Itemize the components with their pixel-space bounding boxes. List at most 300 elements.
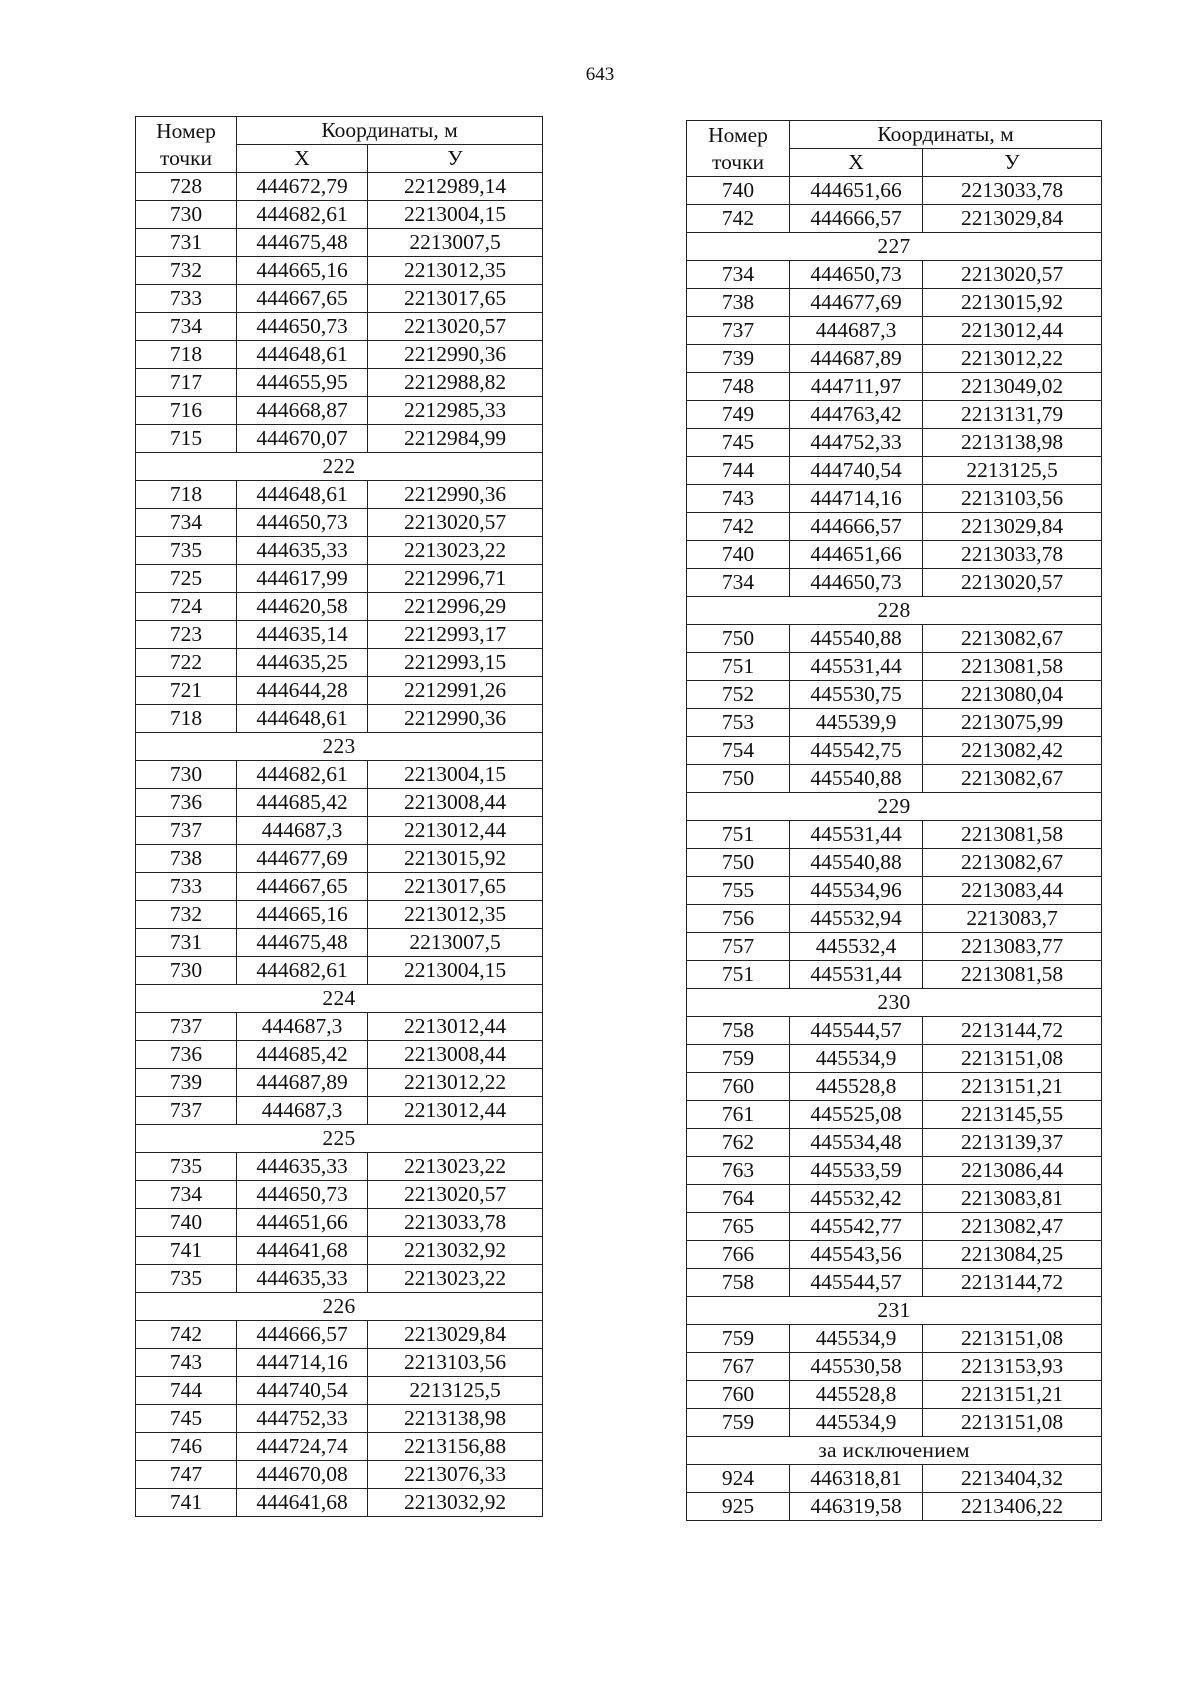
table-row [136, 817, 543, 845]
point-number-cell: 735 [136, 1153, 237, 1181]
point-number-cell: 739 [687, 345, 790, 373]
point-number-cell: 925 [687, 1493, 790, 1521]
point-number-cell: 767 [687, 1353, 790, 1381]
y-coordinate-cell: 2213015,92 [923, 289, 1102, 317]
x-coordinate-cell: 444620,58 [237, 593, 368, 621]
x-coordinate-cell: 444641,68 [237, 1237, 368, 1265]
x-coordinate-cell: 445528,8 [790, 1381, 923, 1409]
x-coordinate-cell: 444711,97 [790, 373, 923, 401]
table-row [687, 429, 1102, 457]
table-row [687, 1409, 1102, 1437]
table-row [136, 1433, 543, 1461]
x-coordinate-cell: 444650,73 [790, 261, 923, 289]
y-coordinate-cell: 2213138,98 [368, 1405, 543, 1433]
point-number-cell: 742 [136, 1321, 237, 1349]
group-row [687, 233, 1102, 261]
x-coordinate-cell: 444675,48 [237, 929, 368, 957]
x-coordinate-cell: 444677,69 [790, 289, 923, 317]
table-row [136, 1461, 543, 1489]
x-coordinate-cell: 444651,66 [237, 1209, 368, 1237]
y-coordinate-cell: 2212989,14 [368, 173, 543, 201]
point-number-cell: 741 [136, 1237, 237, 1265]
point-number-cell: 734 [687, 569, 790, 597]
y-coordinate-cell: 2213080,04 [923, 681, 1102, 709]
x-coordinate-cell: 445528,8 [790, 1073, 923, 1101]
point-number-cell: 766 [687, 1241, 790, 1269]
table-row [687, 457, 1102, 485]
point-number-cell: 740 [687, 541, 790, 569]
x-coordinate-cell: 444650,73 [790, 569, 923, 597]
group-label: за исключением [687, 1437, 1102, 1465]
x-coordinate-cell: 445539,9 [790, 709, 923, 737]
y-coordinate-cell: 2213103,56 [923, 485, 1102, 513]
y-coordinate-cell: 2213082,67 [923, 765, 1102, 793]
x-coordinate-cell: 444641,68 [237, 1489, 368, 1517]
point-number-cell: 732 [136, 257, 237, 285]
point-number-cell: 751 [687, 961, 790, 989]
y-coordinate-cell: 2213404,32 [923, 1465, 1102, 1493]
x-coordinate-cell: 444682,61 [237, 761, 368, 789]
x-coordinate-cell: 444687,3 [237, 1097, 368, 1125]
group-row [136, 1293, 543, 1321]
y-coordinate-cell: 2213007,5 [368, 229, 543, 257]
table-row [136, 1265, 543, 1293]
point-number-cell: 730 [136, 201, 237, 229]
x-coordinate-cell: 444635,33 [237, 1265, 368, 1293]
point-number-cell: 749 [687, 401, 790, 429]
table-row [136, 1153, 543, 1181]
point-number-cell: 735 [136, 537, 237, 565]
point-number-cell: 753 [687, 709, 790, 737]
y-coordinate-cell: 2213032,92 [368, 1237, 543, 1265]
y-coordinate-cell: 2212988,82 [368, 369, 543, 397]
x-coordinate-cell: 444665,16 [237, 901, 368, 929]
x-coordinate-cell: 444651,66 [790, 177, 923, 205]
x-coordinate-cell: 445542,77 [790, 1213, 923, 1241]
x-coordinate-cell: 445544,57 [790, 1269, 923, 1297]
point-number-cell: 738 [136, 845, 237, 873]
y-coordinate-cell: 2213012,22 [368, 1069, 543, 1097]
x-coordinate-cell: 444644,28 [237, 677, 368, 705]
y-coordinate-cell: 2213023,22 [368, 537, 543, 565]
y-coordinate-cell: 2213012,44 [368, 1013, 543, 1041]
x-coordinate-cell: 444635,25 [237, 649, 368, 677]
x-coordinate-cell: 444650,73 [237, 313, 368, 341]
point-number-cell: 739 [136, 1069, 237, 1097]
point-number-cell: 737 [136, 817, 237, 845]
x-coordinate-cell: 444666,57 [790, 205, 923, 233]
y-coordinate-cell: 2213020,57 [368, 509, 543, 537]
table-row [687, 289, 1102, 317]
point-number-header [687, 121, 790, 177]
y-coordinate-cell: 2213004,15 [368, 957, 543, 985]
table-row [687, 821, 1102, 849]
y-coordinate-cell: 2213081,58 [923, 961, 1102, 989]
x-coordinate-cell: 444677,69 [237, 845, 368, 873]
table-row [136, 1181, 543, 1209]
x-coordinate-cell: 444763,42 [790, 401, 923, 429]
group-row [136, 985, 543, 1013]
table-row [687, 177, 1102, 205]
table-row [136, 1237, 543, 1265]
x-coordinate-cell: 444687,3 [790, 317, 923, 345]
x-coordinate-cell: 444668,87 [237, 397, 368, 425]
y-coordinate-cell: 2213082,67 [923, 625, 1102, 653]
x-coordinate-cell: 445531,44 [790, 821, 923, 849]
x-coordinate-cell: 444666,57 [790, 513, 923, 541]
group-label: 224 [136, 985, 543, 1013]
x-coordinate-cell: 445530,75 [790, 681, 923, 709]
table-row [136, 1013, 543, 1041]
table-body-right [687, 177, 1102, 1521]
table-row [136, 397, 543, 425]
table-row [136, 1041, 543, 1069]
point-number-cell: 734 [687, 261, 790, 289]
group-label: 225 [136, 1125, 543, 1153]
table-row [136, 957, 543, 985]
x-coordinate-cell: 444682,61 [237, 201, 368, 229]
y-coordinate-cell: 2213020,57 [923, 261, 1102, 289]
x-coordinate-cell: 444667,65 [237, 285, 368, 313]
x-coordinate-cell: 444752,33 [790, 429, 923, 457]
table-row [687, 905, 1102, 933]
x-coordinate-cell: 445525,08 [790, 1101, 923, 1129]
y-coordinate-cell: 2213017,65 [368, 285, 543, 313]
table-row [136, 677, 543, 705]
point-number-cell: 762 [687, 1129, 790, 1157]
point-number-cell: 736 [136, 1041, 237, 1069]
table-row [687, 1129, 1102, 1157]
point-number-cell: 751 [687, 821, 790, 849]
table-row [136, 1097, 543, 1125]
y-coordinate-cell: 2213151,21 [923, 1073, 1102, 1101]
table-row [687, 569, 1102, 597]
y-coordinate-cell: 2213083,44 [923, 877, 1102, 905]
y-coordinate-cell: 2213012,35 [368, 901, 543, 929]
point-header-line2: точки [711, 149, 765, 174]
table-row [136, 789, 543, 817]
x-coordinate-cell: 444670,08 [237, 1461, 368, 1489]
y-coordinate-cell: 2213020,57 [923, 569, 1102, 597]
group-label: 223 [136, 733, 543, 761]
y-coordinate-cell: 2213082,42 [923, 737, 1102, 765]
x-coordinate-cell: 444648,61 [237, 481, 368, 509]
point-number-cell: 746 [136, 1433, 237, 1461]
point-number-cell: 738 [687, 289, 790, 317]
table-row [136, 705, 543, 733]
table-row [687, 1465, 1102, 1493]
table-row [136, 173, 543, 201]
point-number-cell: 743 [136, 1349, 237, 1377]
point-number-cell: 718 [136, 705, 237, 733]
point-number-cell: 765 [687, 1213, 790, 1241]
x-coordinate-cell: 445534,9 [790, 1409, 923, 1437]
y-coordinate-cell: 2213144,72 [923, 1269, 1102, 1297]
table-row [687, 709, 1102, 737]
point-number-cell: 742 [687, 205, 790, 233]
x-coordinate-cell: 445530,58 [790, 1353, 923, 1381]
y-coordinate-cell: 2213049,02 [923, 373, 1102, 401]
table-row [136, 761, 543, 789]
y-coordinate-cell: 2213004,15 [368, 201, 543, 229]
y-coordinate-cell: 2213008,44 [368, 789, 543, 817]
y-coordinate-cell: 2213125,5 [368, 1377, 543, 1405]
y-coordinate-cell: 2213084,25 [923, 1241, 1102, 1269]
point-number-cell: 718 [136, 481, 237, 509]
table-row [136, 229, 543, 257]
point-number-cell: 761 [687, 1101, 790, 1129]
table-row [136, 1377, 543, 1405]
x-coordinate-cell: 444648,61 [237, 341, 368, 369]
x-coordinate-cell: 444650,73 [237, 509, 368, 537]
y-coordinate-cell: 2213086,44 [923, 1157, 1102, 1185]
y-coordinate-cell: 2213033,78 [923, 177, 1102, 205]
y-coordinate-cell: 2213151,21 [923, 1381, 1102, 1409]
table-row [687, 1017, 1102, 1045]
y-coordinate-cell: 2213007,5 [368, 929, 543, 957]
coordinates-table-left [135, 116, 543, 1517]
table-row [687, 1157, 1102, 1185]
point-header-line1: Номер [156, 118, 216, 143]
point-number-cell: 756 [687, 905, 790, 933]
point-number-cell: 737 [136, 1013, 237, 1041]
table-row [687, 1325, 1102, 1353]
table-row [687, 1493, 1102, 1521]
table-row [687, 1241, 1102, 1269]
table-row [136, 1349, 543, 1377]
y-coordinate-cell: 2213032,92 [368, 1489, 543, 1517]
point-number-cell: 924 [687, 1465, 790, 1493]
y-coordinate-cell: 2213012,44 [368, 1097, 543, 1125]
point-number-cell: 764 [687, 1185, 790, 1213]
table-row [136, 1321, 543, 1349]
x-coordinate-cell: 444635,33 [237, 537, 368, 565]
point-number-cell: 734 [136, 1181, 237, 1209]
group-row [687, 989, 1102, 1017]
y-coordinate-cell: 2213082,47 [923, 1213, 1102, 1241]
point-number-cell: 735 [136, 1265, 237, 1293]
point-number-cell: 759 [687, 1045, 790, 1073]
point-number-cell: 754 [687, 737, 790, 765]
x-coordinate-cell: 445534,9 [790, 1325, 923, 1353]
x-coordinate-cell: 444714,16 [237, 1349, 368, 1377]
y-coordinate-cell: 2213139,37 [923, 1129, 1102, 1157]
y-coordinate-cell: 2213151,08 [923, 1409, 1102, 1437]
point-number-cell: 752 [687, 681, 790, 709]
y-coordinate-cell: 2213083,81 [923, 1185, 1102, 1213]
table-row [687, 681, 1102, 709]
table-row [136, 201, 543, 229]
point-number-cell: 724 [136, 593, 237, 621]
table-row [687, 317, 1102, 345]
x-coordinate-cell: 445534,9 [790, 1045, 923, 1073]
point-number-header [136, 117, 237, 173]
table-row [687, 933, 1102, 961]
point-number-cell: 730 [136, 761, 237, 789]
point-number-cell: 717 [136, 369, 237, 397]
y-coordinate-cell: 2212996,29 [368, 593, 543, 621]
y-coordinate-cell: 2212990,36 [368, 705, 543, 733]
x-coordinate-cell: 445532,42 [790, 1185, 923, 1213]
x-coordinate-cell: 444667,65 [237, 873, 368, 901]
y-coordinate-cell: 2213029,84 [368, 1321, 543, 1349]
point-number-cell: 744 [136, 1377, 237, 1405]
point-number-cell: 723 [136, 621, 237, 649]
y-column-header: У [923, 149, 1102, 177]
y-coordinate-cell: 2212996,71 [368, 565, 543, 593]
x-coordinate-cell: 445543,56 [790, 1241, 923, 1269]
table-row [687, 765, 1102, 793]
point-number-cell: 750 [687, 625, 790, 653]
point-number-cell: 715 [136, 425, 237, 453]
y-coordinate-cell: 2213081,58 [923, 821, 1102, 849]
point-number-cell: 745 [136, 1405, 237, 1433]
point-number-cell: 731 [136, 929, 237, 957]
y-coordinate-cell: 2213020,57 [368, 1181, 543, 1209]
y-coordinate-cell: 2213012,35 [368, 257, 543, 285]
x-coordinate-cell: 444687,3 [237, 1013, 368, 1041]
x-coordinate-cell: 444635,33 [237, 1153, 368, 1181]
table-row [687, 373, 1102, 401]
table-row [136, 873, 543, 901]
table-row [687, 1045, 1102, 1073]
x-coordinate-cell: 445542,75 [790, 737, 923, 765]
table-row [136, 593, 543, 621]
table-row [687, 485, 1102, 513]
x-column-header: X [237, 145, 368, 173]
group-label: 229 [687, 793, 1102, 821]
group-label: 222 [136, 453, 543, 481]
x-coordinate-cell: 446319,58 [790, 1493, 923, 1521]
point-number-cell: 737 [687, 317, 790, 345]
point-number-cell: 737 [136, 1097, 237, 1125]
table-row [687, 541, 1102, 569]
point-number-cell: 751 [687, 653, 790, 681]
x-coordinate-cell: 444666,57 [237, 1321, 368, 1349]
point-number-cell: 759 [687, 1409, 790, 1437]
table-row [136, 1209, 543, 1237]
table-row [687, 653, 1102, 681]
point-number-cell: 725 [136, 565, 237, 593]
point-number-cell: 721 [136, 677, 237, 705]
point-number-cell: 748 [687, 373, 790, 401]
point-number-cell: 759 [687, 1325, 790, 1353]
table-row [687, 1101, 1102, 1129]
table-row [136, 1069, 543, 1097]
point-number-cell: 758 [687, 1269, 790, 1297]
group-row [687, 1297, 1102, 1325]
point-number-cell: 734 [136, 313, 237, 341]
point-number-cell: 747 [136, 1461, 237, 1489]
x-coordinate-cell: 445540,88 [790, 765, 923, 793]
group-label: 230 [687, 989, 1102, 1017]
y-coordinate-cell: 2213145,55 [923, 1101, 1102, 1129]
group-label: 226 [136, 1293, 543, 1321]
x-coordinate-cell: 444670,07 [237, 425, 368, 453]
table-row [136, 481, 543, 509]
x-coordinate-cell: 444635,14 [237, 621, 368, 649]
x-coordinate-cell: 444665,16 [237, 257, 368, 285]
x-coordinate-cell: 446318,81 [790, 1465, 923, 1493]
y-column-header: У [368, 145, 543, 173]
x-coordinate-cell: 444687,89 [790, 345, 923, 373]
table-row [136, 425, 543, 453]
y-coordinate-cell: 2213103,56 [368, 1349, 543, 1377]
y-coordinate-cell: 2213406,22 [923, 1493, 1102, 1521]
y-coordinate-cell: 2213008,44 [368, 1041, 543, 1069]
y-coordinate-cell: 2213151,08 [923, 1045, 1102, 1073]
group-label: 227 [687, 233, 1102, 261]
y-coordinate-cell: 2212993,17 [368, 621, 543, 649]
table-row [687, 849, 1102, 877]
y-coordinate-cell: 2212990,36 [368, 341, 543, 369]
x-coordinate-cell: 444687,3 [237, 817, 368, 845]
y-coordinate-cell: 2213033,78 [368, 1209, 543, 1237]
point-number-cell: 745 [687, 429, 790, 457]
point-number-cell: 743 [687, 485, 790, 513]
y-coordinate-cell: 2213144,72 [923, 1017, 1102, 1045]
x-coordinate-cell: 444651,66 [790, 541, 923, 569]
y-coordinate-cell: 2213029,84 [923, 205, 1102, 233]
table-row [136, 1489, 543, 1517]
x-coordinate-cell: 444675,48 [237, 229, 368, 257]
point-number-cell: 755 [687, 877, 790, 905]
y-coordinate-cell: 2213033,78 [923, 541, 1102, 569]
table-row [687, 961, 1102, 989]
y-coordinate-cell: 2212985,33 [368, 397, 543, 425]
y-coordinate-cell: 2212990,36 [368, 481, 543, 509]
y-coordinate-cell: 2213083,7 [923, 905, 1102, 933]
x-coordinate-cell: 445532,4 [790, 933, 923, 961]
point-number-cell: 740 [687, 177, 790, 205]
point-number-cell: 730 [136, 957, 237, 985]
page-number: 643 [585, 64, 615, 85]
table-row [136, 285, 543, 313]
x-coordinate-cell: 444687,89 [237, 1069, 368, 1097]
point-header-line1: Номер [708, 122, 768, 147]
point-number-cell: 744 [687, 457, 790, 485]
group-label: 228 [687, 597, 1102, 625]
x-coordinate-cell: 444685,42 [237, 1041, 368, 1069]
group-row [687, 1437, 1102, 1465]
x-coordinate-cell: 444714,16 [790, 485, 923, 513]
table-row [687, 1381, 1102, 1409]
x-coordinate-cell: 445540,88 [790, 625, 923, 653]
y-coordinate-cell: 2212991,26 [368, 677, 543, 705]
coordinates-header: Координаты, м [237, 117, 543, 145]
point-number-cell: 760 [687, 1073, 790, 1101]
x-coordinate-cell: 445532,94 [790, 905, 923, 933]
y-coordinate-cell: 2213125,5 [923, 457, 1102, 485]
x-coordinate-cell: 444682,61 [237, 957, 368, 985]
point-number-cell: 742 [687, 513, 790, 541]
point-number-cell: 750 [687, 849, 790, 877]
y-coordinate-cell: 2213012,44 [923, 317, 1102, 345]
table-row [687, 1185, 1102, 1213]
point-number-cell: 733 [136, 873, 237, 901]
y-coordinate-cell: 2213138,98 [923, 429, 1102, 457]
table-row [136, 565, 543, 593]
table-row [687, 401, 1102, 429]
y-coordinate-cell: 2213131,79 [923, 401, 1102, 429]
x-coordinate-cell: 444672,79 [237, 173, 368, 201]
x-coordinate-cell: 445533,59 [790, 1157, 923, 1185]
table-row [136, 1405, 543, 1433]
point-number-cell: 722 [136, 649, 237, 677]
table-row [687, 1213, 1102, 1241]
y-coordinate-cell: 2213017,65 [368, 873, 543, 901]
point-number-cell: 757 [687, 933, 790, 961]
